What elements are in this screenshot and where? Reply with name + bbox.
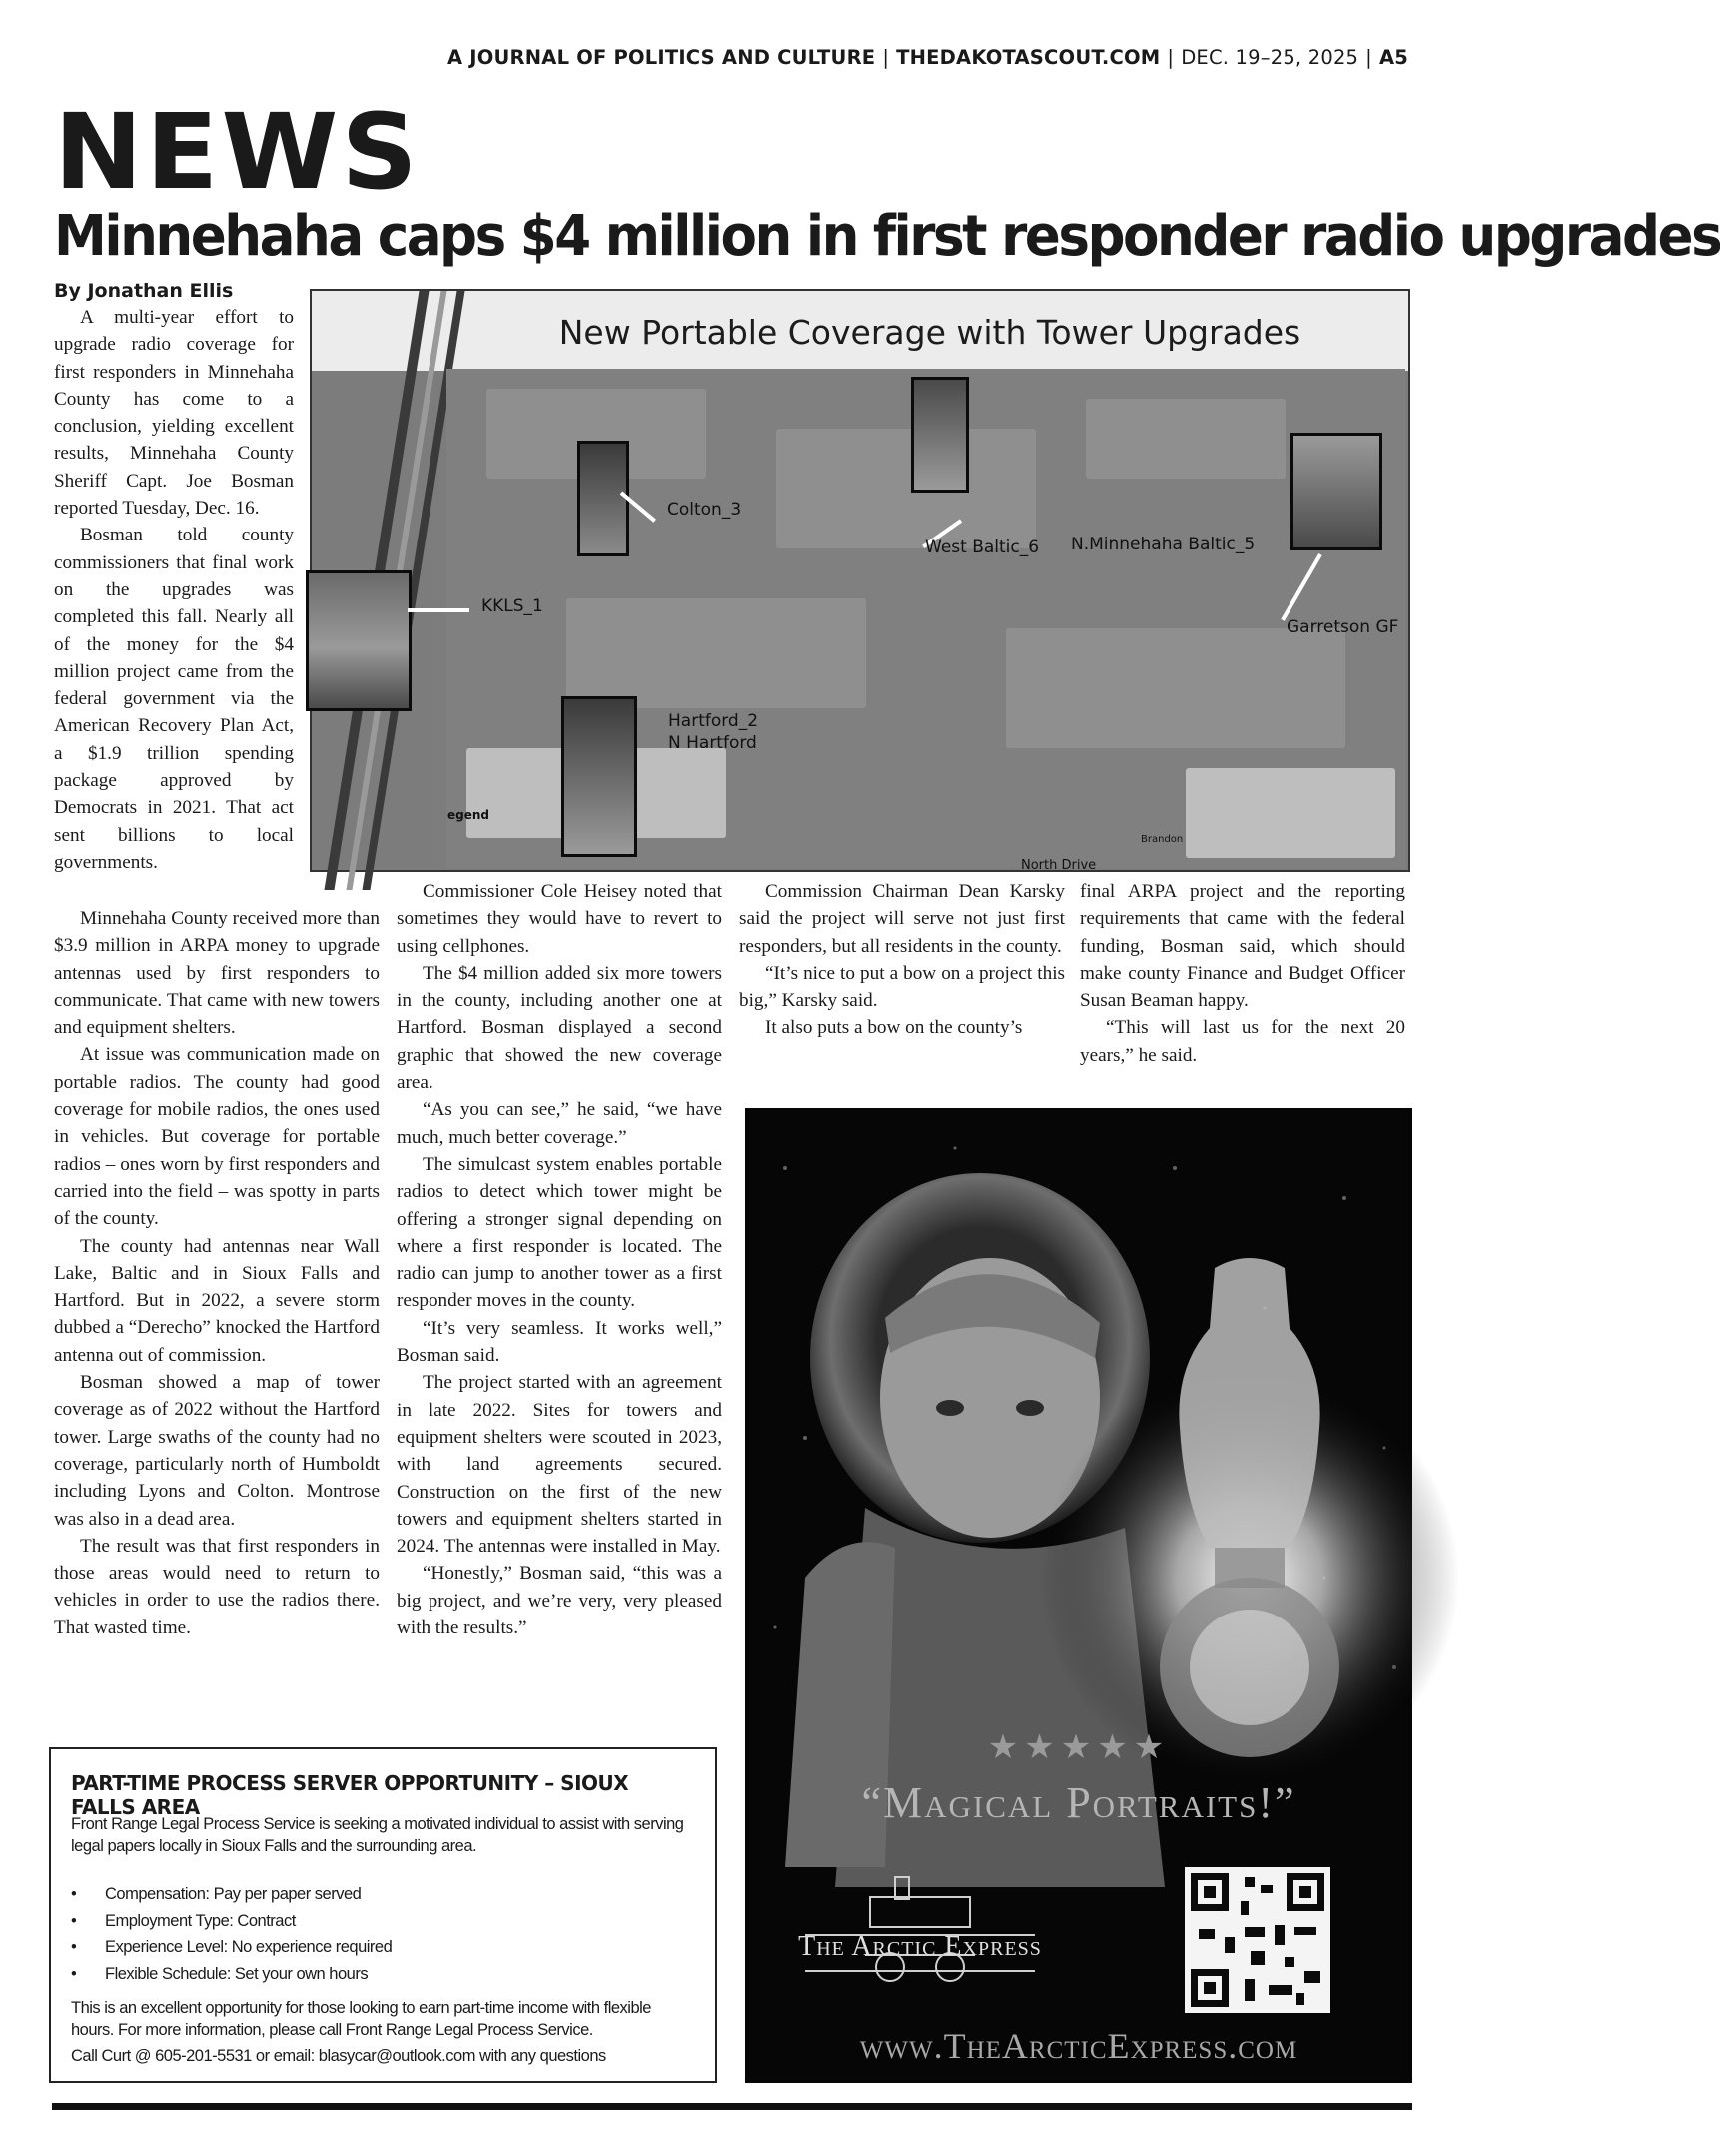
arctic-express-ad: [745, 1108, 1412, 2083]
ad-contact[interactable]: Call Curt @ 605-201-5531 or email: blasycar@outlook.com with any questions: [71, 2047, 606, 2065]
tower-photo-west-baltic: [911, 377, 969, 493]
column-1-top: [54, 304, 294, 876]
paragraph: The result was that first responders in those areas would need to return to vehicles in order to use the radios there. That wasted time.: [54, 1535, 380, 1638]
paragraph: The simulcast system enables portable radios to detect which tower might be offering a stronger signal depending on where a first responder is located. The radio can jump to another tower as a first responder moves in the county.: [397, 1153, 722, 1312]
paragraph: “As you can see,” he said, “we have much, much better coverage.”: [397, 1099, 722, 1148]
map-title: New Portable Coverage with Tower Upgrades: [558, 313, 1301, 352]
bottom-rule: [52, 2103, 1412, 2110]
process-server-ad: [49, 1747, 717, 2083]
map-texture: [1006, 628, 1345, 748]
ad-details-list: [71, 1881, 695, 1987]
paragraph: final ARPA project and the reporting requirements that came with the federal funding, Bosman said, which should make county Finance and Budget Officer Susan Beaman happy.: [1080, 881, 1405, 1012]
paragraph: Minnehaha County received more than $3.9 million in ARPA money to upgrade antennas used by first responders to communicate. That came with new towers and equipment shelters.: [54, 908, 380, 1039]
paragraph: “Honestly,” Bosman said, “this was a big project, and we’re very, very pleased with the results.”: [397, 1563, 722, 1639]
masthead: A JOURNAL OF POLITICS AND CULTURE | THEDAKOTASCOUT.COM | DEC. 19–25, 2025 | A5: [447, 46, 1408, 69]
paragraph: The $4 million added six more towers in the county, including another one at Hartford. Bosman displayed a second graphic that showed the new coverage area.: [397, 962, 722, 1094]
map-label-north-drive: North Drive: [1021, 858, 1097, 873]
byline: By Jonathan Ellis: [54, 280, 234, 302]
list-item: • Experience Level: No experience required: [71, 1934, 695, 1961]
tower-photo-colton: [577, 441, 629, 556]
qr-code-icon: [1185, 1867, 1330, 2013]
ad-closing: This is an excellent opportunity for those looking to earn part-time income with flexible hours. For more information, please call Front Range Legal Process Service.: [71, 1999, 651, 2039]
column-2: [397, 878, 722, 1641]
map-texture: [776, 429, 1036, 548]
paragraph: The project started with an agreement in late 2022. Sites for towers and equipment shelters were scouted in 2023, with land agreements secured. Construction on the first of the new towers and equipment shelters started in 2024. The antennas were installed in May.: [397, 1372, 722, 1558]
paragraph: “This will last us for the next 20 years,” he said.: [1080, 1017, 1405, 1066]
paragraph: Bosman showed a map of tower coverage as of 2022 without the Hartford tower. Large swaths of the county had no coverage, particularly north of Humboldt including Lyons and Colton. Montrose was also in a dead area.: [54, 1372, 380, 1530]
list-item: • Compensation: Pay per paper served: [71, 1881, 695, 1908]
tower-photo-garretson: [1290, 433, 1382, 550]
paragraph: Bosman told county commissioners that final work on the upgrades was completed this fall. Nearly all of the money for the $4 million project came from the federal government via the American Recovery Plan Act, a $1.9 trillion spending package approved by Democrats in 2021. That act sent billions to local governments.: [54, 525, 294, 873]
column-3: [739, 878, 1065, 1042]
column-1-bottom: [54, 905, 380, 1641]
map-legend-label: egend: [447, 808, 489, 822]
article-headline: Minnehaha caps $4 million in first responder radio upgrades: [54, 204, 1720, 269]
issue-date: DEC. 19–25, 2025: [1181, 46, 1359, 69]
ad-brand: The Arctic Express: [798, 1931, 1042, 1962]
list-item: • Employment Type: Contract: [71, 1908, 695, 1935]
arrow: [408, 608, 469, 612]
map-label-kkls: KKLS_1: [481, 596, 543, 616]
ad-tagline: “Magical Portraits!”: [861, 1778, 1296, 1827]
map-label-n-hartford: N Hartford: [668, 733, 757, 753]
journal-tagline: A JOURNAL OF POLITICS AND CULTURE: [447, 46, 876, 69]
paragraph: It also puts a bow on the county’s: [765, 1017, 1023, 1039]
map-texture: [566, 598, 866, 708]
paragraph: A multi-year effort to upgrade radio coverage for first responders in Minnehaha County has come to a conclusion, yielding excellent results, Minnehaha County Sheriff Capt. Joe Bosman reported Tuesday, Dec. 16.: [54, 307, 294, 520]
column-4: [1080, 878, 1405, 1069]
coverage-map-figure: [310, 289, 1410, 872]
map-texture: [1086, 399, 1286, 479]
train-icon: [785, 1867, 1055, 1987]
train-logo: [785, 1867, 1055, 1987]
five-stars: ★★★★★: [987, 1729, 1171, 1766]
paragraph: “It’s very seamless. It works well,” Bosman said.: [397, 1317, 722, 1367]
tower-photo-kkls: [306, 570, 412, 711]
site-name[interactable]: THEDAKOTASCOUT.COM: [896, 46, 1161, 69]
section-title: NEWS: [54, 91, 421, 213]
list-item: • Flexible Schedule: Set your own hours: [71, 1961, 695, 1988]
ad-title: PART-TIME PROCESS SERVER OPPORTUNITY – SIOUX FALLS AREA: [71, 1771, 629, 1819]
map-texture: [1186, 768, 1395, 858]
paragraph: At issue was communication made on portable radios. The county had good coverage for mobile radios, the ones used in vehicles. But coverage for portable radios – ones worn by first responders and carried into the field – was spotty in parts of the county.: [54, 1044, 380, 1230]
ad-website[interactable]: www.TheArcticExpress.com: [859, 2026, 1298, 2066]
tower-photo-hartford: [561, 696, 637, 857]
map-label-brandon: Brandon: [1141, 834, 1184, 845]
paragraph: Commission Chairman Dean Karsky said the project will serve not just first responders, but all residents in the county.: [739, 881, 1065, 957]
map-label-n-minnehaha: N.Minnehaha Baltic_5: [1071, 535, 1256, 554]
page-number: A5: [1378, 46, 1408, 69]
paragraph: “It’s nice to put a bow on a project this big,” Karsky said.: [739, 962, 1065, 1012]
qr-code[interactable]: [1185, 1867, 1330, 2013]
ad-intro: Front Range Legal Process Service is seeking a motivated individual to assist with serving legal papers locally in Sioux Falls and the surrounding area.: [71, 1815, 684, 1855]
map-label-garretson: Garretson GF: [1287, 617, 1399, 637]
paragraph: The county had antennas near Wall Lake, Baltic and in Sioux Falls and Hartford. But in 2022, a severe storm dubbed a “Derecho” knocked the Hartford antenna out of commission.: [54, 1235, 380, 1366]
map-label-colton: Colton_3: [667, 500, 742, 520]
map-label-west-baltic: West Baltic_6: [925, 538, 1040, 557]
map-label-hartford2: Hartford_2: [668, 711, 759, 731]
paragraph: Commissioner Cole Heisey noted that sometimes they would have to revert to using cellphones.: [397, 881, 722, 957]
